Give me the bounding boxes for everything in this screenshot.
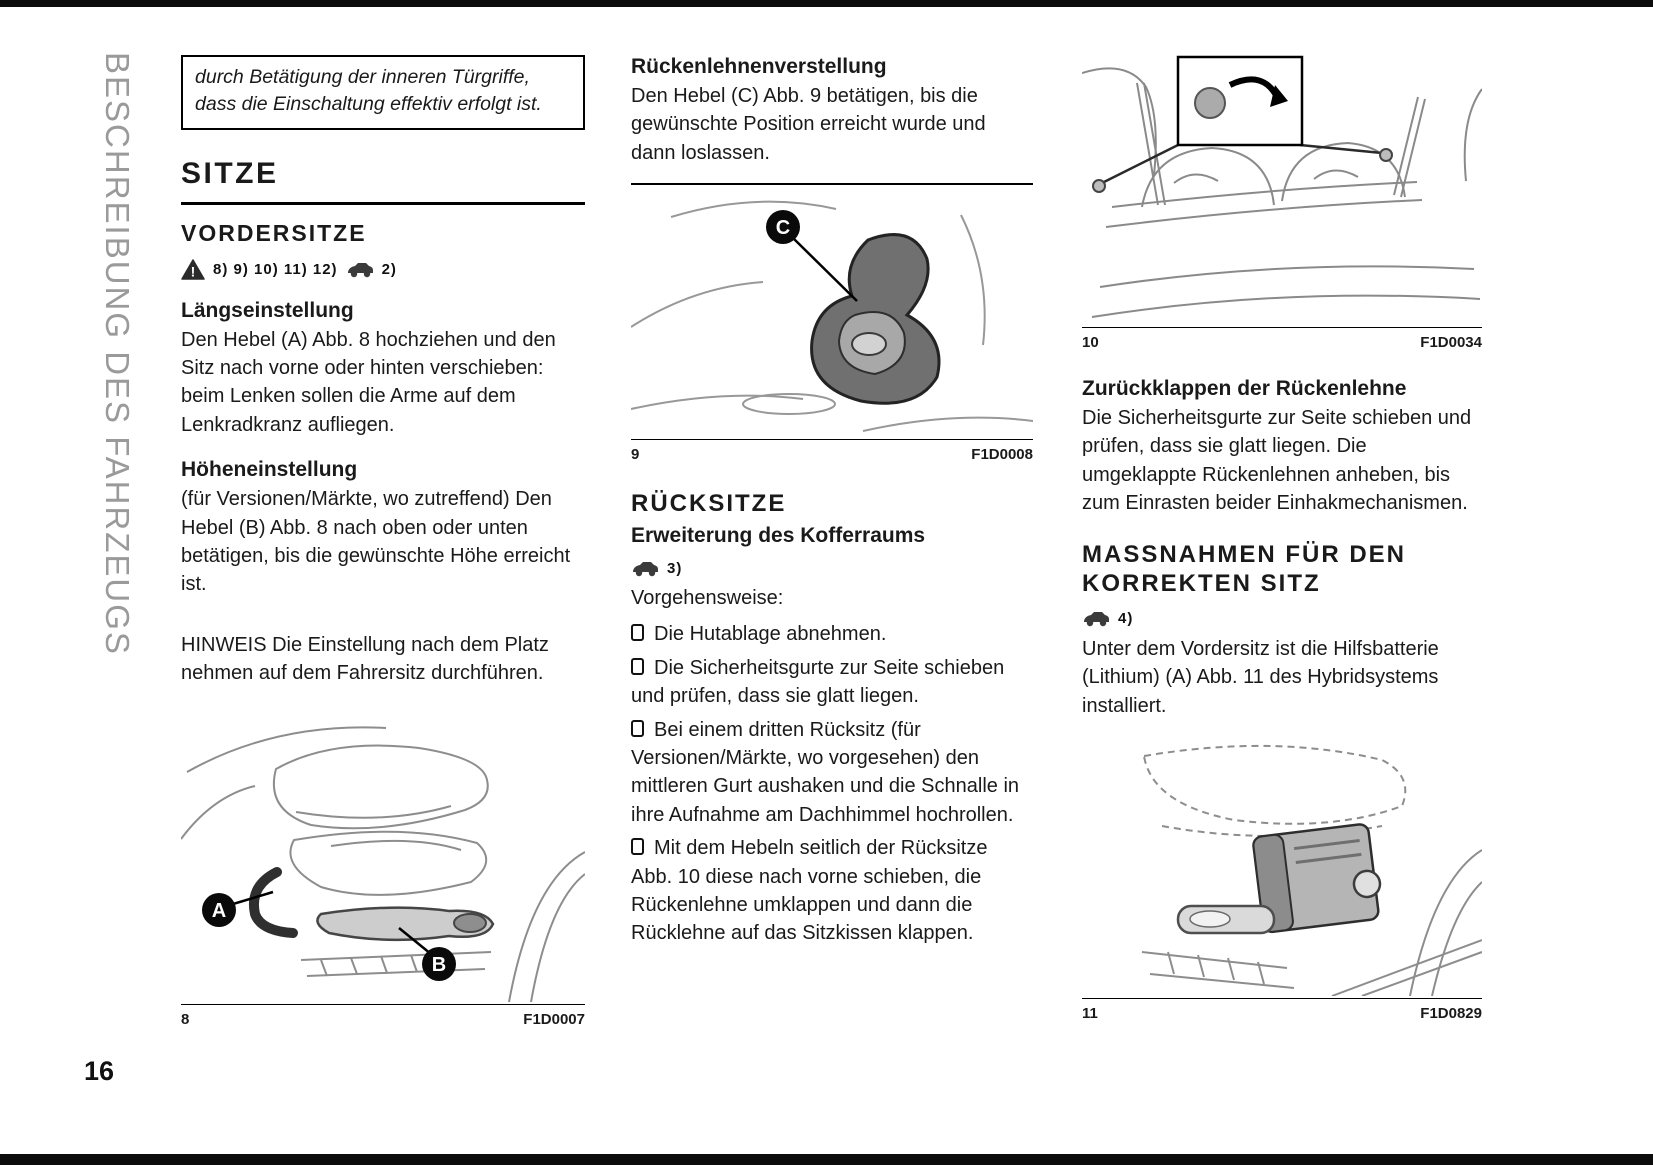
- warning-reference-numbers: 8) 9) 10) 11) 12): [213, 260, 338, 278]
- figure-code: F1D0007: [523, 1010, 585, 1028]
- paragraph-heading-zurueckklappen: Zurückklappen der Rückenlehne: [1082, 377, 1407, 400]
- procedure-intro: Vorgehensweise:: [631, 587, 784, 610]
- right-column: [1082, 55, 1482, 1022]
- figure-11: [1082, 734, 1482, 1022]
- rear-seats-illustration: [1082, 55, 1482, 325]
- car-reference-number: 2): [381, 260, 397, 278]
- auxiliary-battery-illustration: [1082, 734, 1482, 996]
- paragraph: (für Versionen/Märkte, wo zutreffend) Den Hebel (B) Abb. 8 nach oben oder unten betätigen, bis die gewünschte Höhe erreicht ist.: [181, 488, 571, 596]
- car-note-icon: [346, 261, 374, 278]
- figure-code: F1D0034: [1420, 334, 1482, 351]
- figure-number: 9: [631, 446, 640, 464]
- figure-number: 10: [1082, 334, 1099, 351]
- reference-numbers-row: [631, 560, 1033, 577]
- car-note-icon: [631, 560, 659, 577]
- figure-number: 11: [1082, 1005, 1098, 1023]
- reference-numbers-row: [181, 259, 585, 280]
- figure-8: [181, 714, 585, 1028]
- paragraph-heading-rueckenlehnenverstellung: Rückenlehnenverstellung: [631, 55, 887, 78]
- label-marker-a: A: [211, 899, 227, 922]
- figure-caption: [1082, 327, 1482, 351]
- warning-triangle-icon: [181, 259, 205, 280]
- bottom-rule: [0, 1154, 1653, 1165]
- label-marker-b: B: [431, 953, 447, 976]
- figure-10: [1082, 55, 1482, 351]
- paragraph-heading-laengseinstellung: Längseinstellung: [181, 298, 354, 322]
- reference-numbers-row: [1082, 610, 1482, 627]
- top-rule: [0, 0, 1653, 7]
- list-item: Mit dem Hebeln seitlich der Rücksitze Abb. 10 diese nach vorne schieben, die Rückenlehne umklappen und dann die Rücklehne auf das Sitzkissen klappen.: [631, 834, 1033, 948]
- figure-code: F1D0829: [1420, 1005, 1482, 1023]
- intro-note-box: durch Betätigung der inneren Türgriffe, dass die Einschaltung effektiv erfolgt ist.: [181, 55, 585, 130]
- chapter-sidebar-label: BESCHREIBUNG DES FAHRZEUGS: [99, 52, 136, 656]
- subsection-heading-kofferraum: Erweiterung des Kofferraums: [631, 524, 926, 548]
- figure-caption: [181, 1004, 585, 1028]
- left-column: [181, 55, 585, 1028]
- backrest-lever-illustration: [631, 185, 1033, 437]
- figure-9: [631, 183, 1033, 463]
- figure-caption: [1082, 998, 1482, 1022]
- middle-column: [631, 55, 1033, 953]
- section-heading-ruecksitze: RÜCKSITZE: [631, 490, 787, 518]
- page-number: 16: [84, 1056, 115, 1086]
- subsection-heading-vordersitze: VORDERSITZE: [181, 219, 367, 246]
- list-item: Die Hutablage abnehmen.: [631, 620, 1033, 648]
- paragraph-heading-hoeheneinstellung: Höheneinstellung: [181, 458, 358, 482]
- figure-number: 8: [181, 1010, 190, 1028]
- seat-adjustment-illustration: [181, 714, 585, 1002]
- section-heading-sitze: SITZE: [181, 157, 585, 205]
- list-item: Bei einem dritten Rücksitz (für Versionen/Märkte, wo vorgesehen) den mittleren Gurt aushaken und die Schnalle in ihre Aufnahme am Dachhimmel hochrollen.: [631, 716, 1033, 830]
- car-reference-number: 3): [667, 560, 683, 578]
- paragraph: Den Hebel (C) Abb. 9 betätigen, bis die gewünschte Position erreicht wurde und dann loslassen.: [631, 85, 986, 164]
- paragraph: Die Sicherheitsgurte zur Seite schieben und prüfen, dass sie glatt liegen. Die umgeklappte Rückenlehnen anheben, bis zum Einrasten beider Einhakmechanismen.: [1082, 407, 1472, 515]
- figure-code: F1D0008: [971, 446, 1033, 464]
- paragraph: Unter dem Vordersitz ist die Hilfsbatterie (Lithium) (A) Abb. 11 des Hybridsystems installiert.: [1082, 638, 1439, 717]
- list-item: Die Sicherheitsgurte zur Seite schieben und prüfen, dass sie glatt liegen.: [631, 654, 1033, 711]
- figure-caption: [631, 439, 1033, 463]
- svg-text:!: !: [190, 263, 196, 280]
- label-marker-c: C: [775, 217, 791, 240]
- car-note-icon: [1082, 610, 1110, 627]
- section-heading-massnahmen: MASSNAHMEN FÜR DEN KORREKTEN SITZ: [1082, 540, 1406, 597]
- paragraph: Den Hebel (A) Abb. 8 hochziehen und den Sitz nach vorne oder hinten verschieben: beim Lenken sollen die Arme auf dem Lenkradkranz aufliegen.: [181, 328, 556, 436]
- car-reference-number: 4): [1118, 610, 1134, 628]
- note-paragraph: HINWEIS Die Einstellung nach dem Platz nehmen auf dem Fahrersitz durchführen.: [181, 633, 549, 685]
